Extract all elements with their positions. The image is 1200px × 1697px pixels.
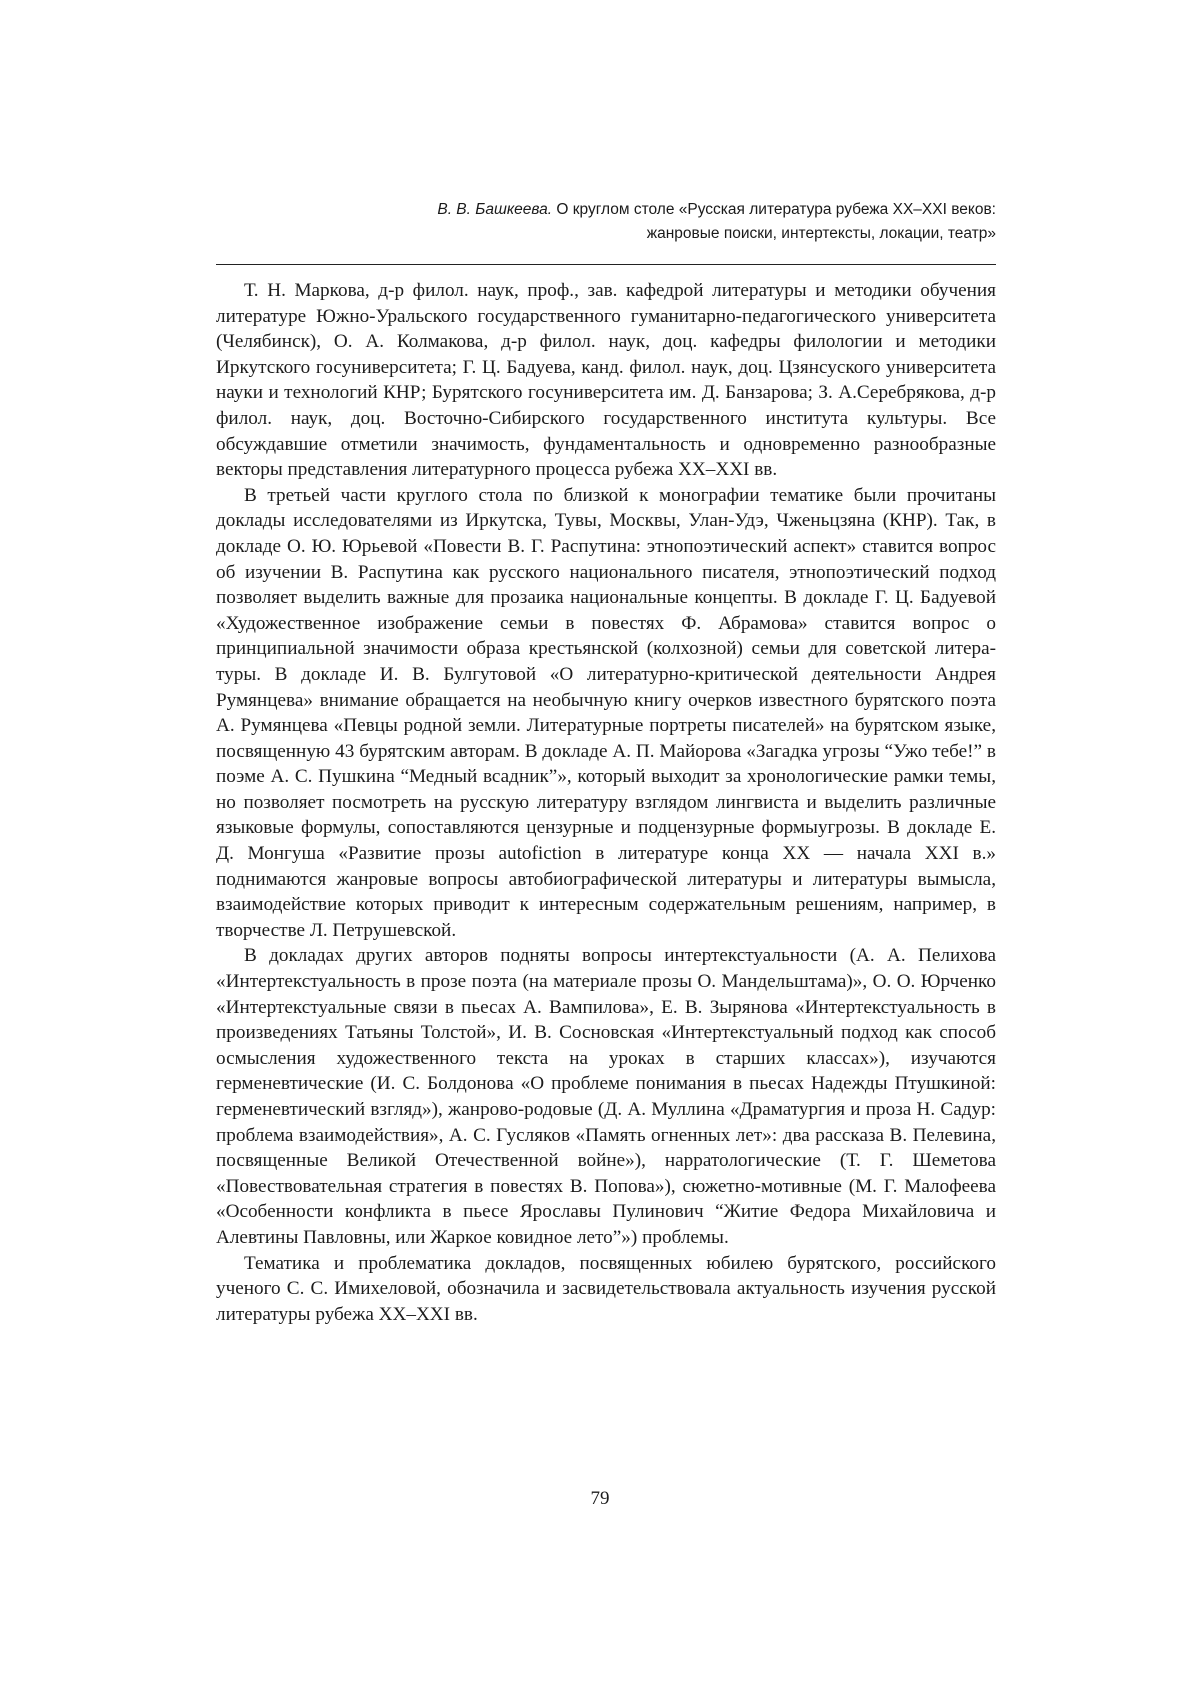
header-author: В. В. Башкеева. [437, 201, 552, 218]
paragraph-third-part: В третьей части круглого стола по близкой к монографии тематике были про­читаны доклады исследователями из Иркутска, Тувы, Москвы, Улан-Удэ, Чженьцзяна (КНР). Так, в докладе О. Ю. Юрьевой «Повести В. Г. Распутина: эт­нопоэтический аспект» ставится вопрос об изучении В. Распутина как русского национального писателя, этнопоэтический подход позволяет выделить важные для прозаика национальные концепты. В докладе Г. Ц. Бадуевой «Художествен­ное изображение семьи в повестях Ф. Абрамова» ставится вопрос о принципиаль­ной значимости образа крестьянской (колхозной) семьи для советской литера­туры. В докладе И. В. Булгутовой «О литературно-критической деятельности Андрея Румянцева» внимание обращается на необычную книгу очерков извест­ного бурятского поэта А. Румянцева «Певцы родной земли. Литературные порт­реты писателей» на бурятском языке, посвященную 43 бурятским авторам. В до­кладе А. П. Майорова «Загадка угрозы “Ужо тебе!” в поэме А. С. Пушкина “Медный всадник”», который выходит за хронологические рамки темы, но позво­ляет посмотреть на русскую литературу взглядом лингвиста и выделить различ­ные языковые формулы, сопоставляются цензурные и подцензурные формы­угрозы. В докладе Е. Д. Монгуша «Развитие прозы autofiction в литературе конца XX — начала XXI в.» поднимаются жанровые вопросы автобиографической лите­ратуры и литературы вымысла, взаимодействие которых приводит к интересным содержательным решениям, например, в творчестве Л. Петрушевской. [216, 483, 996, 944]
header-rule [216, 264, 996, 265]
running-header [200, 198, 996, 246]
paragraph-intertextuality: В докладах других авторов подняты вопросы интертекстуальности (А. А. Пе­лихова «Интертекстуальность в прозе поэта (на материале прозы О. Мандельш­тама)», О. О. Юрченко «Интертекстуальные связи в пьесах А. Вампилова», Е. В. Зырянова «Интертекстуальность в произведениях Татьяны Толстой», И. В. Сосновская «Интертекстуальный подход как способ осмысления художе­ственного текста на уроках в старших классах»), изучаются герменевтические (И. С. Болдонова «О проблеме понимания в пьесах Надежды Птушкиной: герме­невтический взгляд»), жанрово-родовые (Д. А. Муллина «Драматургия и проза Н. Садур: проблема взаимодействия», А. С. Гусляков «Память огненных лет»: два рассказа В. Пелевина, посвященные Великой Отечественной войне»), нарратоло­гические (Т. Г. Шеметова «Повествовательная стратегия в повестях В. Попова»), сюжетно-мотивные (М. Г. Малофеева «Особенности конфликта в пьесе Ярославы Пулинович “Житие Федора Михайловича и Алевтины Павловны, или Жаркое ко­видное лето”») проблемы. [216, 943, 996, 1250]
paragraph-participants: Т. Н. Маркова, д-р филол. наук, проф., зав. кафедрой литературы и методики обучения литературе Южно-Уральского государственного гуманитарно-педагоги­ческого университета (Челябинск), О. А. Колмакова, д-р филол. наук, доц. ка­федры филологии и методики Иркутского госуниверситета; Г. Ц. Бадуева, канд. филол. наук, доц. Цзянсуского университета науки и технологий КНР; Бурятского госуниверситета им. Д. Банзарова; З. А.Серебрякова, д-р филол. наук, доц. Восточно-Сибирского государственного института культуры. Все обсуждавшие отметили значимость, фундаментальность и одновременно разнообразные векторы пред­ставления литературного процесса рубежа XX–XXI вв. [216, 278, 996, 483]
page [0, 0, 1200, 1697]
header-title-line-2: жанровые поиски, интертексты, локации, театр» [200, 222, 996, 246]
running-header-line-1 [200, 198, 996, 222]
article-body [216, 278, 996, 1327]
page-number: 79 [0, 1488, 1200, 1510]
paragraph-conclusion: Тематика и проблематика докладов, посвященных юбилею бурятского, россий­ского ученого С. С. Имихеловой, обозначила и засвидетельствовала актуальность изучения русской литературы рубежа XX–XXI вв. [216, 1251, 996, 1328]
header-title-line-1: О круглом столе «Русская литература рубежа XX–XXI веков: [552, 201, 996, 218]
